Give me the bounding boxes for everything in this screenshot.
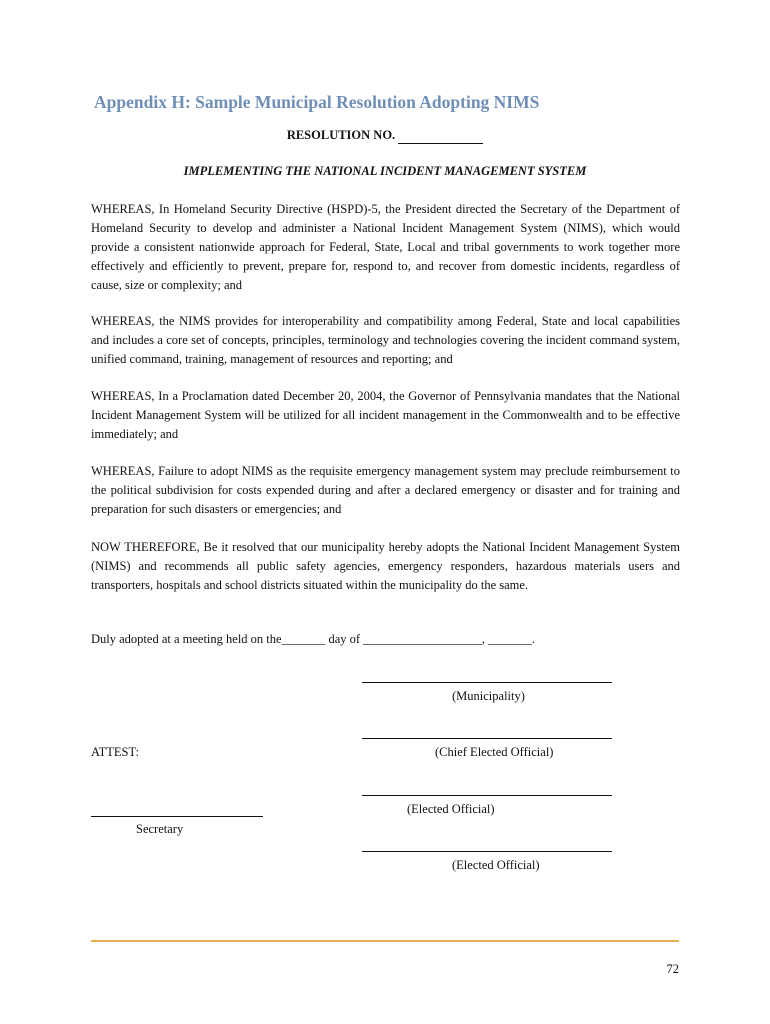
adopted-date-line: Duly adopted at a meeting held on the_______ day of ___________________, _______. [91,632,536,646]
secretary-signature-line [91,816,263,817]
attest-label: ATTEST: [91,745,139,759]
resolution-number-label: RESOLUTION NO. [286,128,396,142]
footer-rule [91,940,679,942]
now-therefore-paragraph: NOW THEREFORE, Be it resolved that our municipality hereby adopts the National Incident Management System (NIMS) and recommends all public safety agencies, emergency responders, hazardous materials users and transporters, hospitals and school districts situated within the municipality do the same. [91,540,680,592]
appendix-heading: Appendix H: Sample Municipal Resolution Adopting NIMS [94,92,540,112]
resolution-subtitle: IMPLEMENTING THE NATIONAL INCIDENT MANAGEMENT SYSTEM [183,164,587,178]
chief-elected-official-label: (Chief Elected Official) [435,745,554,759]
elected-official-label-1: (Elected Official) [407,802,495,816]
secretary-label: Secretary [136,822,184,836]
whereas-paragraph-2: WHEREAS, the NIMS provides for interoperability and compatibility among Federal, State and local capabilities and includes a core set of concepts, principles, terminology and technologies covering the incident command system, unified command, training, management of resources and reporting; and [91,314,680,366]
whereas-paragraph-4: WHEREAS, Failure to adopt NIMS as the requisite emergency management system may preclude reimbursement to the political subdivision for costs expended during and after a declared emergency or disaster and for training and preparation for such disasters or emergencies; and [91,464,680,516]
whereas-paragraph-1: WHEREAS, In Homeland Security Directive (HSPD)-5, the President directed the Secretary of the Department of Homeland Security to develop and administer a National Incident Management System (NIMS), which would provide a consistent nationwide approach for Federal, State, Local and tribal governments to work together more effectively and efficiently to prevent, prepare for, respond to, and recover from domestic incidents, regardless of cause, size or complexity; and [91,202,680,292]
resolution-number-blank [398,128,483,144]
page-number: 72 [666,962,679,976]
municipality-label: (Municipality) [452,689,525,703]
elected-official-label-2: (Elected Official) [452,858,540,872]
resolution-number [0,128,770,144]
elected-official-signature-line-2 [362,851,612,852]
elected-official-signature-line-1 [362,795,612,796]
municipality-signature-line [362,682,612,683]
chief-elected-official-signature-line [362,738,612,739]
whereas-paragraph-3: WHEREAS, In a Proclamation dated December 20, 2004, the Governor of Pennsylvania mandates that the National Incident Management System will be utilized for all incident management in the Commonwealth and to be effective immediately; and [91,389,680,441]
